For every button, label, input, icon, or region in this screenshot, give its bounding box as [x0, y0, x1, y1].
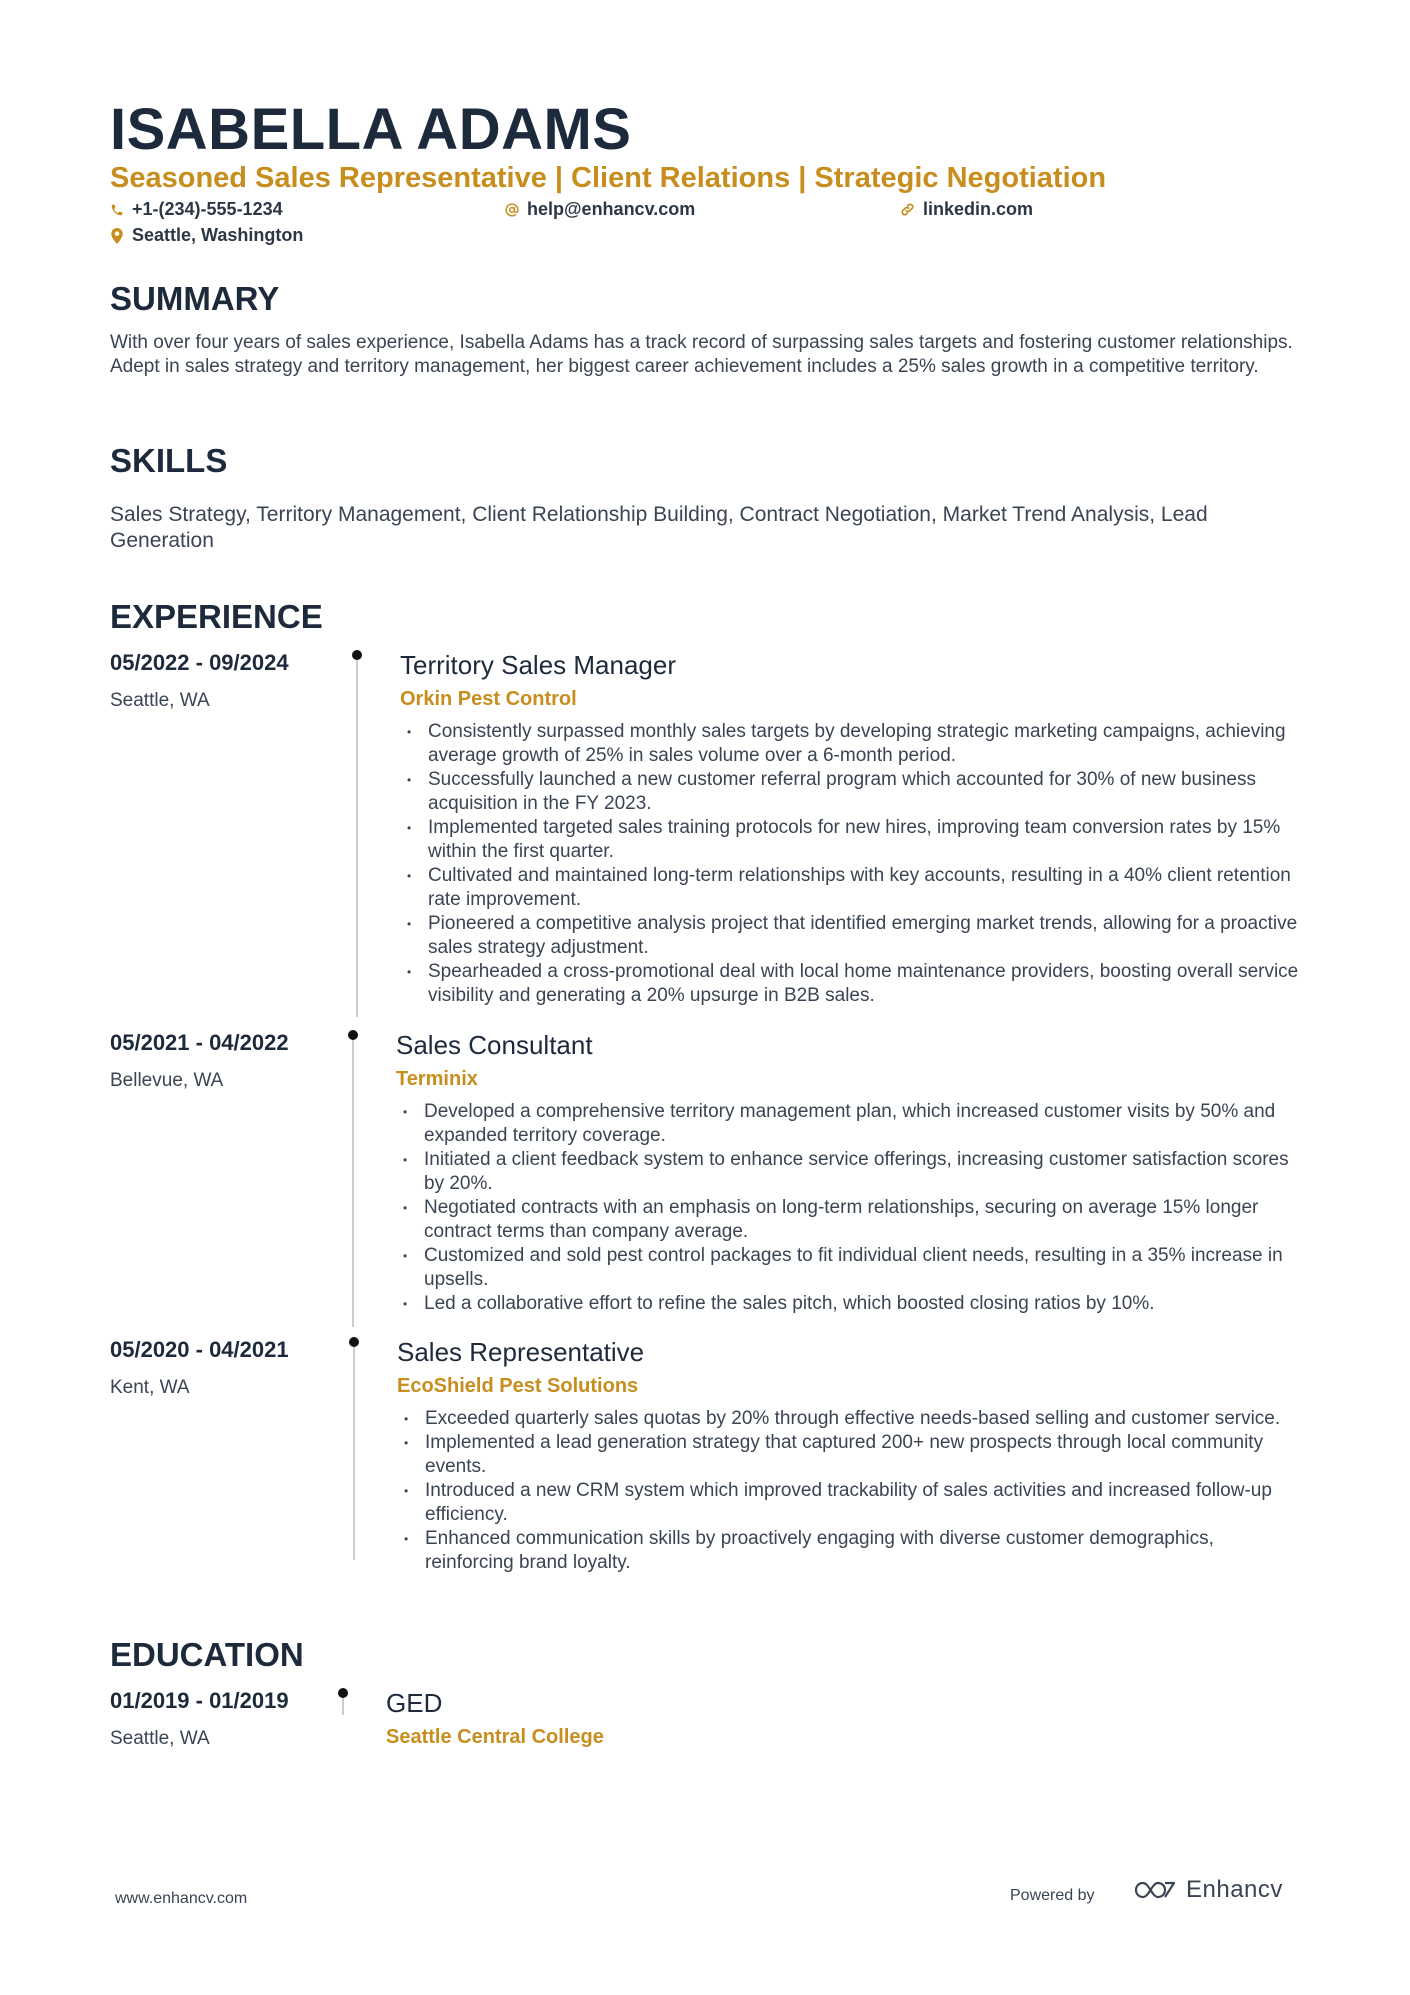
job-dates: 05/2021 - 04/2022: [110, 1030, 289, 1055]
job-title: Sales Consultant: [396, 1030, 593, 1060]
powered-by-label: Powered by: [1010, 1887, 1095, 1904]
timeline-line: [352, 1037, 354, 1327]
bullet-item: • Initiated a client feedback system to enhance service offerings, increasing customer satisfaction scores by 20%.: [396, 1148, 1296, 1196]
company-name: EcoShield Pest Solutions: [397, 1375, 639, 1397]
summary-heading: SUMMARY: [110, 280, 280, 317]
job-title: Sales Representative: [397, 1337, 645, 1367]
bullet-item: • Led a collaborative effort to refine the sales pitch, which boosted closing ratios by 10%.: [396, 1292, 1296, 1316]
job-location: Kent, WA: [110, 1377, 190, 1398]
email-text: help@enhancv.com: [527, 199, 696, 219]
skills-heading: SKILLS: [110, 442, 228, 479]
contact-location: [110, 225, 303, 246]
bullet-item: • Pioneered a competitive analysis project that identified emerging market trends, allowing for a proactive sales strategy adjustment.: [400, 912, 1300, 960]
summary-text: With over four years of sales experience, Isabella Adams has a track record of surpassing sales targets and fostering customer relationships. Adept in sales strategy and territory management, her biggest career achievement includes a 25% sales growth in a competitive territory.: [110, 332, 1293, 377]
enhancv-brand-name: Enhancv: [1186, 1876, 1283, 1903]
experience-heading: EXPERIENCE: [110, 598, 323, 635]
bullet-item: • Negotiated contracts with an emphasis on long-term relationships, securing on average 15% longer contract terms than company average.: [396, 1196, 1296, 1244]
bullet-item: • Consistently surpassed monthly sales targets by developing strategic marketing campaigns, achieving average growth of 25% in sales volume over a 6-month period.: [400, 720, 1300, 768]
bullet-item: • Developed a comprehensive territory management plan, which increased customer visits by 50% and expanded territory coverage.: [396, 1100, 1296, 1148]
bullet-item: • Enhanced communication skills by proactively engaging with diverse customer demographics, reinforcing brand loyalty.: [397, 1527, 1297, 1575]
timeline-dot: [352, 650, 362, 660]
at-sign-icon: [505, 203, 519, 217]
timeline-dot: [349, 1337, 359, 1347]
job-bullets: [396, 1100, 1296, 1316]
footer-website-link[interactable]: www.enhancv.com: [115, 1890, 248, 1907]
timeline-line: [353, 1344, 355, 1560]
education-dates: 01/2019 - 01/2019: [110, 1688, 289, 1713]
contact-linkedin[interactable]: [900, 199, 1033, 220]
school-name: Seattle Central College: [386, 1726, 604, 1748]
timeline-line: [342, 1695, 344, 1715]
job-title: Territory Sales Manager: [400, 650, 676, 680]
location-text: Seattle, Washington: [132, 225, 304, 245]
education-location: Seattle, WA: [110, 1728, 210, 1749]
company-name: Terminix: [396, 1068, 478, 1090]
job-location: Seattle, WA: [110, 690, 210, 711]
link-icon: [900, 202, 915, 217]
company-name: Orkin Pest Control: [400, 688, 577, 710]
education-heading: EDUCATION: [110, 1636, 304, 1673]
job-dates: 05/2022 - 09/2024: [110, 650, 289, 675]
enhancv-logo-icon: [1132, 1878, 1178, 1902]
candidate-tagline: Seasoned Sales Representative | Client Relations | Strategic Negotiation: [110, 162, 1107, 194]
phone-icon: [110, 203, 124, 217]
timeline-dot: [338, 1688, 348, 1698]
contact-email[interactable]: [505, 199, 695, 220]
job-bullets: [400, 720, 1300, 1008]
timeline-line: [356, 657, 358, 1017]
bullet-item: • Successfully launched a new customer referral program which accounted for 30% of new business acquisition in the FY 2023.: [400, 768, 1300, 816]
bullet-item: • Customized and sold pest control packages to fit individual client needs, resulting in a 35% increase in upsells.: [396, 1244, 1296, 1292]
bullet-item: • Cultivated and maintained long-term relationships with key accounts, resulting in a 40% client retention rate improvement.: [400, 864, 1300, 912]
job-dates: 05/2020 - 04/2021: [110, 1337, 289, 1362]
location-pin-icon: [110, 228, 124, 244]
bullet-item: • Introduced a new CRM system which improved trackability of sales activities and increased follow-up efficiency.: [397, 1479, 1297, 1527]
bullet-item: • Spearheaded a cross-promotional deal with local home maintenance providers, boosting overall service visibility and generating a 20% upsurge in B2B sales.: [400, 960, 1300, 1008]
linkedin-text: linkedin.com: [923, 199, 1034, 219]
candidate-name: ISABELLA ADAMS: [110, 97, 632, 162]
degree-name: GED: [386, 1688, 443, 1718]
job-bullets: [397, 1407, 1297, 1575]
contact-phone[interactable]: [110, 199, 283, 220]
phone-text: +1-(234)-555-1234: [132, 199, 283, 219]
enhancv-logo[interactable]: [1132, 1876, 1283, 1904]
skills-text: Sales Strategy, Territory Management, Client Relationship Building, Contract Negotiation, Market Trend Analysis, Lead Generation: [110, 503, 1208, 552]
bullet-item: • Implemented targeted sales training protocols for new hires, improving team conversion rates by 15% within the first quarter.: [400, 816, 1300, 864]
bullet-item: • Exceeded quarterly sales quotas by 20% through effective needs-based selling and customer service.: [397, 1407, 1297, 1431]
job-location: Bellevue, WA: [110, 1070, 224, 1091]
timeline-dot: [348, 1030, 358, 1040]
bullet-item: • Implemented a lead generation strategy that captured 200+ new prospects through local community events.: [397, 1431, 1297, 1479]
